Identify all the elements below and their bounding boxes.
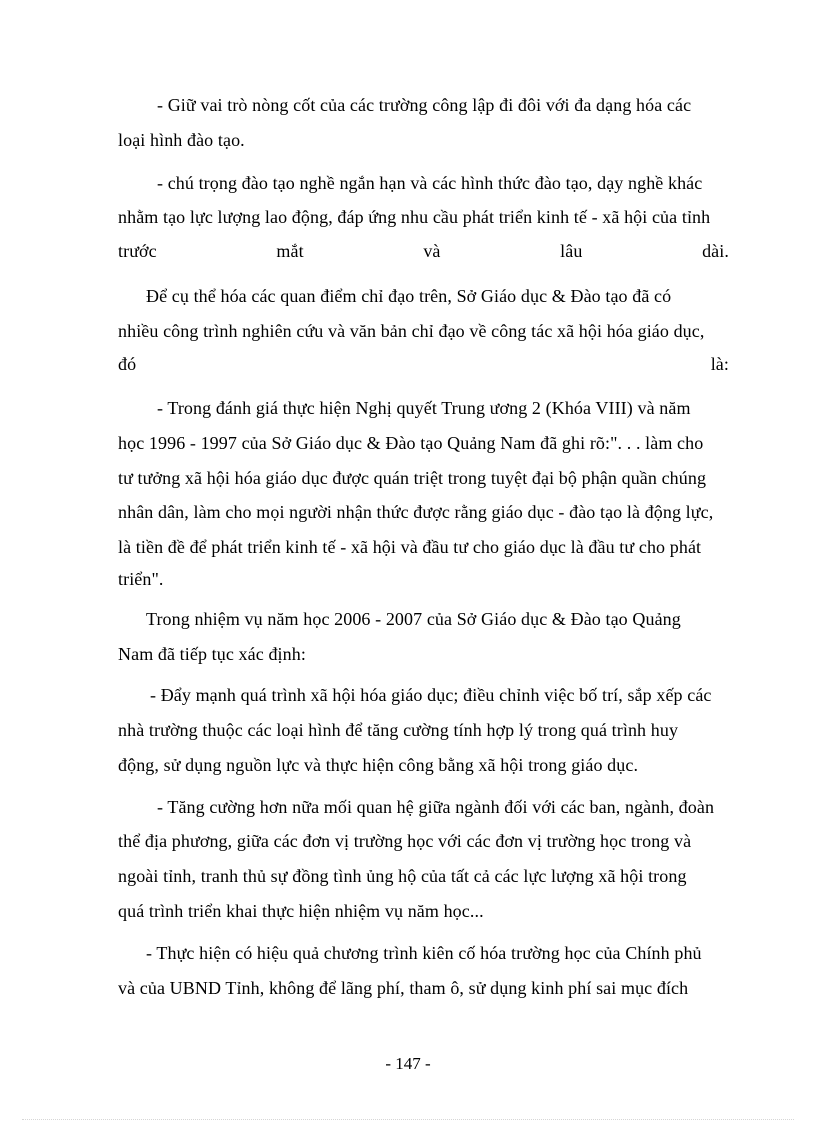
word: mắt: [276, 241, 304, 261]
paragraph-5-line-1: Trong nhiệm vụ năm học 2006 - 2007 của Sở Giáo dục & Đào tạo Quảng: [146, 609, 681, 629]
paragraph-4-line-3: tư tưởng xã hội hóa giáo dục được quán triệt trong tuyệt đại bộ phận quần chúng: [118, 468, 707, 488]
paragraph-2-line-3: [118, 240, 729, 262]
paragraph-3-line-2: nhiều công trình nghiên cứu và văn bản chỉ đạo về công tác xã hội hóa giáo dục,: [118, 321, 705, 341]
paragraph-2-line-2: nhằm tạo lực lượng lao động, đáp ứng nhu cầu phát triển kinh tế - xã hội của tỉnh: [118, 207, 711, 227]
paragraph-1-line-2: loại hình đào tạo.: [118, 130, 245, 150]
paragraph-7-line-4: quá trình triển khai thực hiện nhiệm vụ năm học...: [118, 901, 484, 921]
paragraph-4-line-6: triển".: [118, 569, 164, 589]
paragraph-8-line-2: và của UBND Tỉnh, không để lãng phí, tham ô, sử dụng kinh phí sai mục đích: [118, 978, 689, 998]
paragraph-4-line-2: học 1996 - 1997 của Sở Giáo dục & Đào tạo Quảng Nam đã ghi rõ:". . . làm cho: [118, 433, 704, 453]
word: trước: [118, 241, 157, 261]
paragraph-6-line-1: - Đẩy mạnh quá trình xã hội hóa giáo dục; điều chỉnh việc bố trí, sắp xếp các: [150, 685, 712, 705]
paragraph-6-line-2: nhà trường thuộc các loại hình để tăng cường tính hợp lý trong quá trình huy: [118, 720, 679, 740]
paragraph-6-line-3: động, sử dụng nguồn lực và thực hiện công bằng xã hội trong giáo dục.: [118, 755, 639, 775]
paragraph-7-line-3: ngoài tỉnh, tranh thủ sự đồng tình ủng hộ của tất cả các lực lượng xã hội trong: [118, 866, 687, 886]
word: là:: [710, 354, 729, 374]
paragraph-8-line-1: - Thực hiện có hiệu quả chương trình kiên cố hóa trường học của Chính phủ: [146, 943, 702, 963]
word: đó: [118, 354, 137, 374]
paragraph-5-line-2: Nam đã tiếp tục xác định:: [118, 644, 306, 664]
word: dài.: [702, 241, 729, 261]
paragraph-7-line-2: thể địa phương, giữa các đơn vị trường học với các đơn vị trường học trong và: [118, 831, 692, 851]
paragraph-7-line-1: - Tăng cường hơn nữa mối quan hệ giữa ngành đối với các ban, ngành, đoàn: [157, 797, 715, 817]
page-bottom-divider: [22, 1119, 794, 1120]
word: và: [423, 241, 441, 261]
paragraph-2-line-1: - chú trọng đào tạo nghề ngắn hạn và các hình thức đào tạo, dạy nghề khác: [157, 173, 703, 193]
paragraph-3-line-3: [118, 353, 729, 375]
paragraph-4-line-5: là tiền đề để phát triển kinh tế - xã hội và đầu tư cho giáo dục là đầu tư cho phát: [118, 537, 702, 557]
paragraph-4-line-4: nhân dân, làm cho mọi người nhận thức được rằng giáo dục - đào tạo là động lực,: [118, 502, 714, 522]
paragraph-4-line-1: - Trong đánh giá thực hiện Nghị quyết Trung ương 2 (Khóa VIII) và năm: [157, 398, 691, 418]
paragraph-3-line-1: Để cụ thể hóa các quan điểm chỉ đạo trên, Sở Giáo dục & Đào tạo đã có: [146, 286, 672, 306]
paragraph-1-line-1: - Giữ vai trò nòng cốt của các trường công lập đi đôi với đa dạng hóa các: [157, 95, 692, 115]
word: lâu: [560, 241, 583, 261]
page-number: - 147 -: [385, 1054, 431, 1073]
